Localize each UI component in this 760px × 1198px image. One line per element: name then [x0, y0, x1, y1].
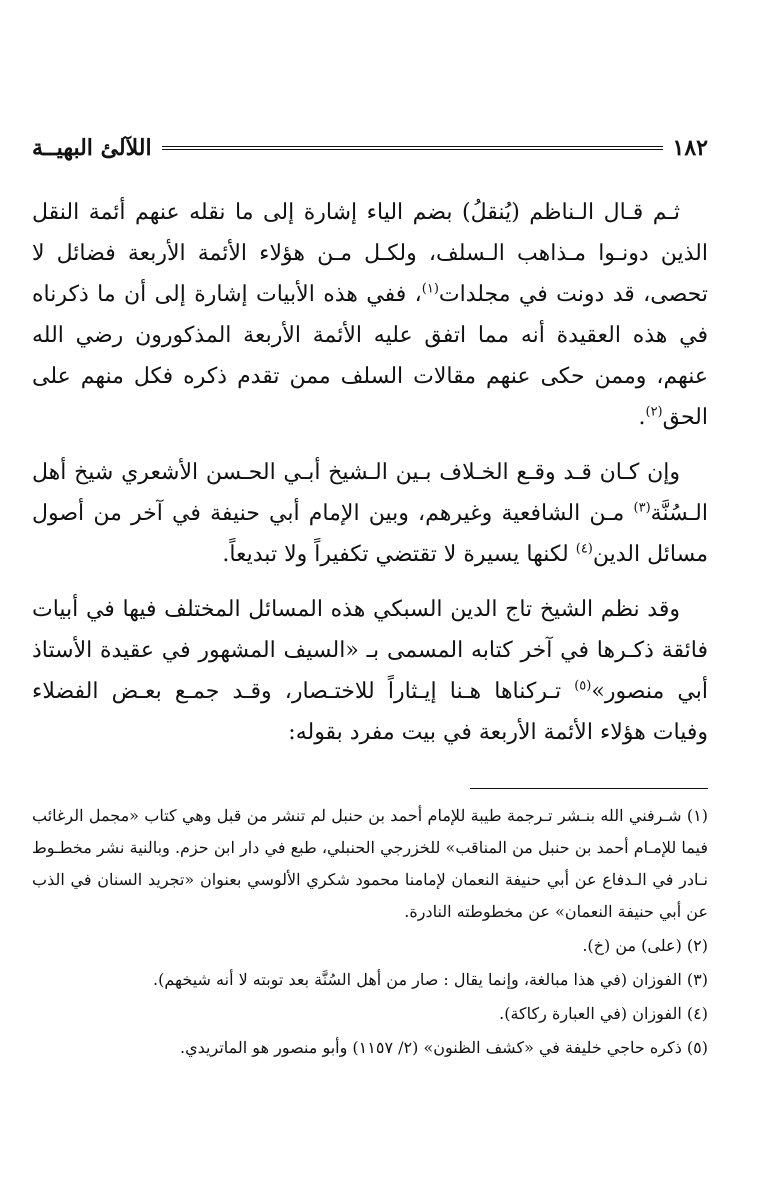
main-text: [32, 192, 708, 767]
page-header: [32, 128, 708, 168]
paragraph-text: وقد نظم الشيخ تاج الدين السبكي هذه المسائل المختلف فيها في أبيات فائقة ذكـرها في آخر كتابه المسمى بـ «السيف المشهور في عقيدة الأستاذ أبي منصور»: [32, 597, 709, 704]
paragraph-text: لكنها يسيرة لا تقتضي تكفيراً ولا تبديعاً.: [222, 542, 569, 567]
paragraph-text: .: [638, 405, 646, 430]
paragraph-text: ثـم قـال الـناظم (يُنقلُ) بضم الياء إشارة إلى ما نقله عنهم أئمة النقل الذين دونـوا مـذاهب الـسلف، ولكـل مـن هؤلاء الأئمة الأربعة فضائل لا تحصى، قد دونت في مجلدات: [32, 200, 708, 307]
footnote-3: (٣) الفوزان (في هذا مبالغة، وإنما يقال : صار من أهل السُنَّة بعد توبته لا أنه شيخهم).: [153, 970, 708, 989]
paragraph-text: ، ففي هذه الأبيات إشارة إلى أن ما ذكرناه في هذه العقيدة أنه مما اتفق عليه الأئمة الأربعة المذكورون رضي الله عنهم، وممن حكى عنهم مقالات السلف ممن تقدم ذكره فكل منهم على الحق: [32, 282, 708, 430]
paragraph-2: [32, 452, 708, 575]
footnote-2: (٢) (على) من (خ).: [582, 936, 708, 955]
paragraph-text: وإن كـان قـد وقـع الخـلاف بـين الـشيخ أبـي الحـسن الأشعري شيخ أهل الـسُنَّة: [32, 460, 708, 526]
footnote-separator: [470, 788, 708, 789]
footnote-ref-5: (٥): [574, 678, 592, 694]
paragraph-3: [32, 589, 708, 753]
page-number: ١٨٢: [672, 135, 708, 161]
footnote-ref-4: (٤): [575, 541, 593, 557]
footnote-ref-3: (٣): [633, 500, 651, 516]
footnote-ref-1: (١): [421, 281, 439, 297]
footnotes: [32, 800, 708, 1066]
paragraph-1: [32, 192, 708, 438]
footnote-4: (٤) الفوزان (في العبارة ركاكة).: [499, 1004, 708, 1023]
paragraph-text: مـن الشافعية وغيرهم، وبين الإمام أبي حنيفة في آخر من أصول مسائل الدين: [32, 501, 708, 567]
footnote-ref-2: (٢): [645, 404, 663, 420]
footnote-1: (١) شـرفني الله بنـشر تـرجمة طيبة للإمام أحمد بن حنبل لم تنشر من قبل وهي كتاب «مجمل الرغائب فيما للإمـام أحمد بن حنبل من المناقب» للخزرجي الحنبلي، طبع في دار ابن حزم. وبالنية نشر مخطـوط نـادر في الـدفاع عن أبي حنيفة النعمان لإمامنا محمود شكري الألوسي بعنوان «تجريد السنان في الذب عن أبي حنيفة النعمان» عن مخطوطته النادرة.: [32, 806, 708, 921]
header-rule: [162, 146, 663, 150]
running-title: اللآلئ البهيــة: [32, 135, 152, 161]
footnote-5: (٥) ذكره حاجي خليفة في «كشف الظنون» (٢/ ١١٥٧) وأبو منصور هو الماتريدي.: [180, 1038, 708, 1057]
paragraph-text: تـركناها هـنا إيـثاراً للاختـصار، وقـد جمـع بعـض الفضلاء وفيات هؤلاء الأئمة الأربعة في بيت مفرد بقوله:: [32, 679, 708, 745]
